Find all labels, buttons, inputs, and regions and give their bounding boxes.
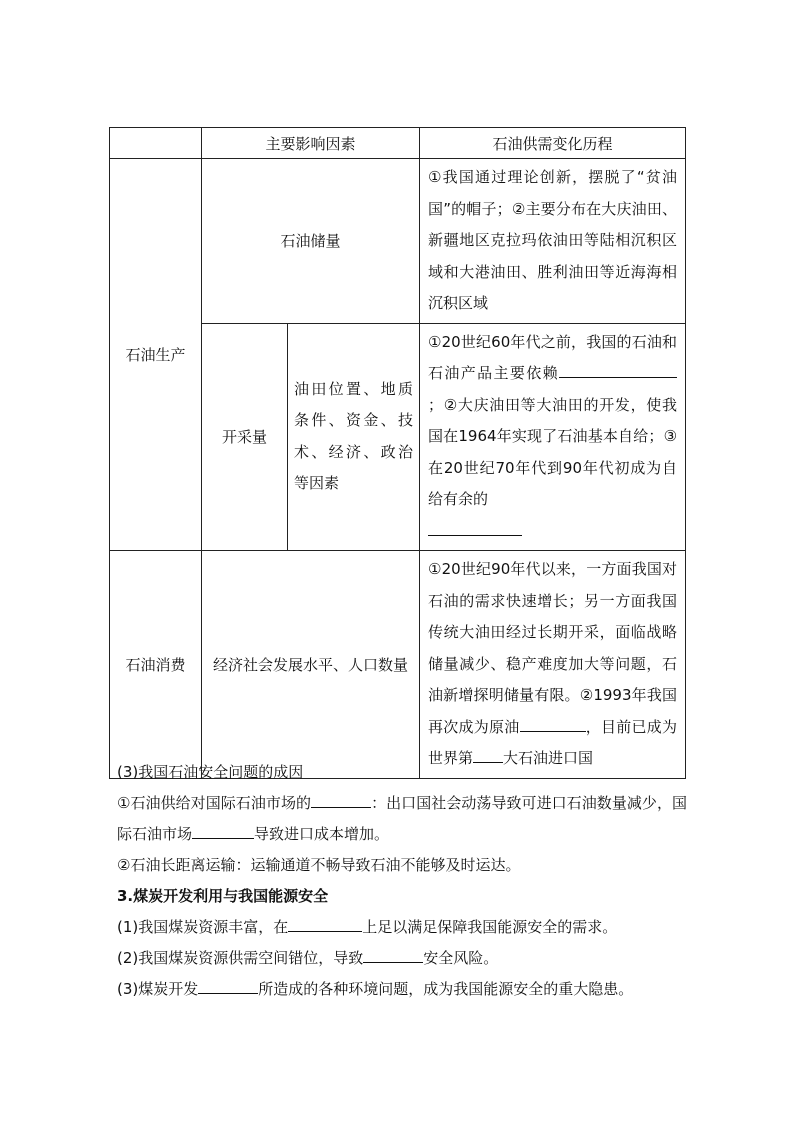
exploit-history-cell bbox=[420, 323, 686, 551]
coal-item2-b: 安全风险。 bbox=[423, 949, 499, 967]
exploit-factor: 开采量 bbox=[202, 323, 288, 551]
reserve-factor: 石油储量 bbox=[202, 159, 420, 324]
blank-coal-use[interactable] bbox=[198, 978, 258, 994]
coal-item3 bbox=[117, 974, 687, 1005]
consumption-history bbox=[420, 551, 685, 778]
section3-line2: ②石油长距离运输：运输通道不畅导致石油不能够及时运达。 bbox=[117, 856, 521, 874]
exploit-subfactor-cell bbox=[288, 323, 420, 551]
reserve-history-cell bbox=[420, 159, 686, 324]
consumption-history-b: ，目前已成为世界第 bbox=[428, 717, 678, 767]
blank-price-fluctuation[interactable] bbox=[192, 823, 254, 839]
reserve-history: ①我国通过理论创新，摆脱了“贫油国”的帽子；②主要分布在大庆油田、新疆地区克拉玛依油田等陆相沉积区域和大港油田、胜利油田等近海海相沉积区域 bbox=[428, 168, 678, 312]
production-label: 石油生产 bbox=[110, 159, 202, 551]
header-history: 石油供需变化历程 bbox=[420, 128, 686, 159]
coal-item3-b: 所造成的各种环境问题，成为我国能源安全的重大隐患。 bbox=[258, 980, 634, 998]
table-header-row bbox=[110, 128, 686, 159]
table-row-reserve bbox=[110, 159, 686, 324]
exploit-subfactor: 油田位置、地质条件、资金、技术、经济、政治等因素 bbox=[294, 379, 414, 493]
section3-line1-c: 导致进口成本增加。 bbox=[254, 825, 390, 843]
consumption-history-cell bbox=[420, 551, 686, 779]
table-row-consumption bbox=[110, 551, 686, 779]
section3-line1-a: ①石油供给对国际石油市场的 bbox=[117, 794, 312, 812]
coal-item1-b: 上足以满足保障我国能源安全的需求。 bbox=[362, 918, 618, 936]
section3-title: (3)我国石油安全问题的成因 bbox=[117, 763, 304, 781]
exploit-history bbox=[420, 324, 685, 551]
coal-item2 bbox=[117, 943, 687, 974]
blank-exporter[interactable] bbox=[428, 520, 522, 536]
oil-supply-demand-table bbox=[109, 127, 686, 779]
coal-item3-a: (3)煤炭开发 bbox=[117, 980, 199, 998]
section3-line1 bbox=[117, 788, 687, 850]
consumption-factor: 经济社会发展水平、人口数量 bbox=[202, 551, 420, 779]
blank-coal-quantity[interactable] bbox=[288, 916, 362, 932]
coal-item1-a: (1)我国煤炭资源丰富，在 bbox=[117, 918, 289, 936]
blank-dependence-degree[interactable] bbox=[311, 792, 371, 808]
section3-block bbox=[117, 757, 687, 1005]
consumption-history-c: 大石油进口国 bbox=[503, 749, 594, 767]
coal-heading: 3.煤炭开发利用与我国能源安全 bbox=[117, 887, 329, 905]
exploit-history-a: ①20世纪60年代之前，我国的石油和石油产品主要依赖 bbox=[428, 332, 678, 382]
blank-coal-transport[interactable] bbox=[363, 947, 423, 963]
consumption-label: 石油消费 bbox=[110, 551, 202, 779]
coal-item1 bbox=[117, 912, 687, 943]
header-empty-cell bbox=[110, 128, 202, 159]
blank-dependence[interactable] bbox=[559, 362, 677, 378]
section3-line1-b: ：出口国社会动荡导致可进口石油数量减少，国际石油市场 bbox=[117, 794, 687, 843]
header-main-factors: 主要影响因素 bbox=[202, 128, 420, 159]
blank-importer[interactable] bbox=[520, 716, 586, 732]
exploit-history-b: ；②大庆油田等大油田的开发，使我国在1964年实现了石油基本自给；③在20世纪70年代到90年代初成为自给有余的 bbox=[428, 395, 678, 508]
coal-item2-a: (2)我国煤炭资源供需空间错位，导致 bbox=[117, 949, 364, 967]
consumption-history-a: ①20世纪90年代以来，一方面我国对石油的需求快速增长；另一方面我国传统大油田经过长期开采，面临战略储量减少、稳产难度加大等问题，石油新增探明储量有限。②1993年我国再次成为原油 bbox=[428, 560, 678, 736]
